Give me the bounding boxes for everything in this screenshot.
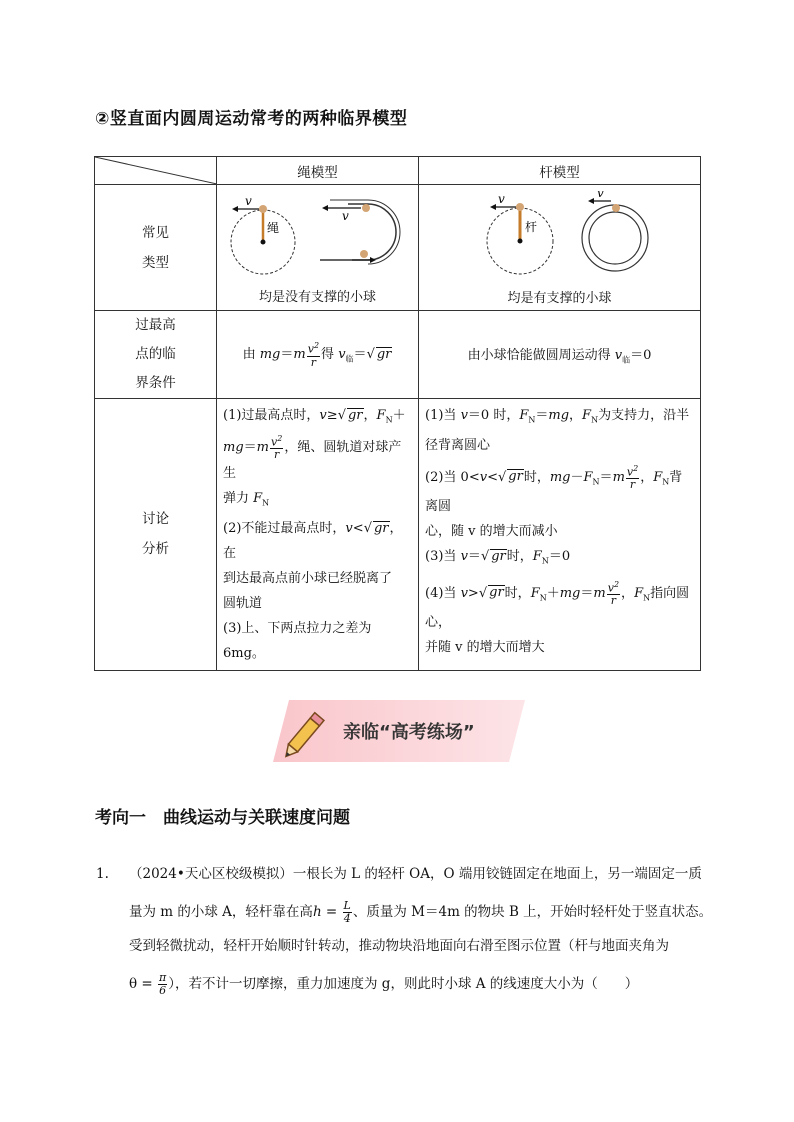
- rope-diagrams-cell: [217, 185, 419, 311]
- table-row-discussion: [95, 399, 701, 671]
- diagonal-line: [95, 157, 217, 184]
- practice-banner: [271, 696, 526, 766]
- banner-text: 亲临“高考练场”: [343, 722, 475, 743]
- tube-outer: [582, 205, 648, 271]
- tube-ball: [612, 204, 620, 212]
- tube-inner: [589, 212, 641, 264]
- rod-critical-cell: 由小球恰能做圆周运动得 $v_临=0$: [419, 311, 701, 399]
- section-heading: ②竖直面内圆周运动常考的两种临界模型: [95, 109, 408, 129]
- rope-discussion-cell: (1)过最高点时，v≥√ gr，$F_N+$ mg＝m $\frac{v^2}{r}$ ，绳、圆轨道对球产生 弹力 $F_N$ (2)不能过最高点时，v<√ gr，在 到达最高点前小球已经脱离了 圆轨道 (3)上、下两点拉力之差为 6mg。: [217, 399, 419, 671]
- rod-model-diagrams: [420, 191, 700, 283]
- rod-discussion-cell: (1)当 v＝0 时，$F_N=mg$，$F_N$为支持力，沿半 径背离圆心 (2)当 0<v<√ gr时，$mg-F_N=m$ $\frac{v^2}{r}$ ，$F_N$背离圆 心，随 v 的增大而减小 (3)当 v＝√ gr时，$F_N=0$ (4)当 v>√ gr时，$F_N+mg=m$ $\frac{v^2}{r}$ ，$F_N$指向圆心， 并随 v 的增大而增大: [419, 399, 701, 671]
- models-table: [94, 156, 701, 671]
- row-label-critical: 过最高 点的临 界条件: [95, 311, 217, 399]
- rod-tag: 杆: [524, 220, 537, 234]
- track-ball-top: [362, 204, 370, 212]
- rope-v-label: v: [244, 194, 252, 208]
- rope-center-dot: [260, 240, 265, 245]
- rope-caption: 均是没有支撑的小球: [258, 290, 376, 305]
- track-v-label: v: [341, 209, 349, 223]
- row-label-discussion: 讨论 分析: [95, 399, 217, 671]
- rope-critical-cell: 由 mg＝m $\frac{v^2}{r}$ 得 $v_临=√$ gr: [217, 311, 419, 399]
- col-header-rope: 绳模型: [217, 157, 419, 185]
- table-row-critical: [95, 311, 701, 399]
- col-header-rod: 杆模型: [419, 157, 701, 185]
- question-line-4: θ = $\frac{\pi}{6}$ ），若不计一切摩擦，重力加速度为 g，则此时小球 A 的线速度大小为（ ）: [129, 971, 639, 997]
- rope-ball: [259, 205, 267, 213]
- table-header-row: [95, 157, 701, 185]
- rope-tag: 绳: [266, 221, 279, 235]
- row-label-common-types: 常见 类型: [95, 185, 217, 311]
- diagonal-header-cell: [95, 157, 217, 185]
- rod-caption: 均是有支撑的小球: [507, 291, 612, 306]
- question-number: 1.: [96, 866, 109, 882]
- table-row-common-types: [95, 185, 701, 311]
- tube-v-label: v: [596, 191, 604, 200]
- rod-diagrams-cell: [419, 185, 701, 311]
- rope-model-diagrams: [218, 192, 418, 284]
- question-line-2: 量为 m 的小球 A，轻杆靠在高h = $\frac{L}{4}$ 、质量为 M＝4m 的物块 B 上，开始时轻杆处于竖直状态。: [129, 899, 713, 925]
- rod-v-label: v: [497, 192, 505, 206]
- track-ball-bottom: [360, 250, 368, 258]
- question-line-1: （2024•天心区校级模拟）一根长为 L 的轻杆 OA，O 端用铰链固定在地面上，另一端固定一质: [129, 866, 702, 882]
- rod-ball: [516, 203, 524, 211]
- question-line-3: 受到轻微扰动，轻杆开始顺时针转动，推动物块沿地面向右滑至图示位置（杆与地面夹角为: [129, 938, 669, 954]
- track-inner: [320, 204, 396, 260]
- topic-heading: 考向一 曲线运动与关联速度问题: [95, 808, 350, 828]
